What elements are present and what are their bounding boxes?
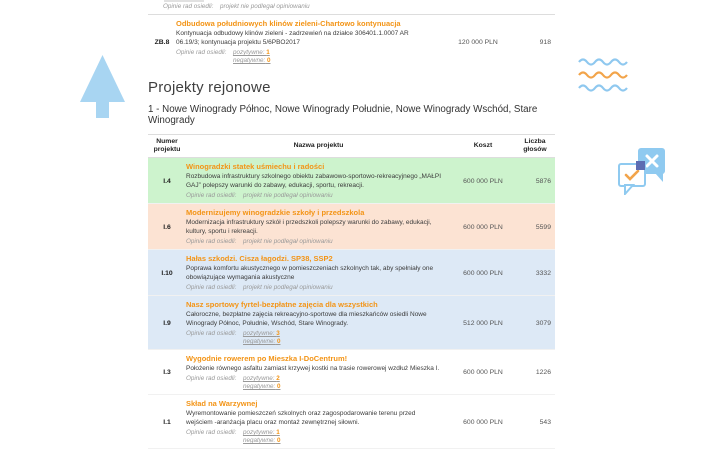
header-cost: Koszt [473, 142, 493, 149]
clipped-text-fragment [164, 0, 204, 2]
negative-opinions-link[interactable]: negatywne: 0 [233, 57, 271, 64]
opinions-line [186, 238, 443, 246]
opinions-label: Opinie rad osiedli: [163, 3, 214, 10]
negative-count: 0 [276, 437, 281, 444]
positive-opinions-link[interactable]: pozytywne: 1 [243, 429, 280, 436]
project-id: I.4 [163, 177, 171, 185]
project-cost: 600 000 PLN [463, 177, 503, 185]
project-votes: 1226 [535, 369, 551, 376]
project-description: Modernizacja infrastruktury szkół i przedszkoli polepszy warunki do zabawy, edukacji, kultury, sportu i rekreacji. [186, 219, 432, 235]
project-title-link[interactable]: Hałas szkodzi. Cisza łagodzi. SP38, SSP2 [186, 254, 333, 263]
project-votes: 5876 [535, 177, 551, 185]
project-votes: 543 [539, 418, 551, 426]
project-cost: 600 000 PLN [463, 223, 503, 231]
table-row [148, 395, 555, 449]
project-description: Poprawa komfortu akustycznego w pomieszczeniach szkolnych tak, aby spełniały one obowiązujące wymagania akustyczne [186, 265, 434, 281]
table-header-row [148, 134, 555, 158]
negative-opinions-link[interactable]: negatywne: 0 [243, 383, 281, 390]
opinions-label: Opinie rad osiedli: [186, 284, 237, 291]
positive-opinions-link[interactable]: pozytywne: 1 [233, 49, 270, 56]
project-title-link[interactable]: Odbudowa południowych klinów zieleni-Chartowo kontynuacja [176, 19, 401, 28]
negative-count: 0 [276, 383, 281, 390]
project-cost: 600 000 PLN [463, 418, 503, 426]
project-id: I.3 [163, 369, 171, 376]
table-row [148, 296, 555, 350]
positive-count: 1 [266, 49, 270, 56]
opinions-label: Opinie rad osiedli: [186, 330, 237, 337]
project-title-link[interactable]: Modernizujemy winogradzkie szkoły i przedszkola [186, 208, 365, 217]
header-project-number: Numer projektu [153, 138, 181, 153]
page-title: Projekty rejonowe [148, 79, 271, 96]
opinions-label: Opinie rad osiedli: [186, 238, 237, 245]
project-title-link[interactable]: Nasz sportowy fyrtel-bezpłatne zajęcia dla wszystkich [186, 300, 378, 309]
negative-count: 0 [266, 57, 271, 64]
project-id: I.9 [163, 319, 171, 327]
opinions-line [186, 284, 443, 292]
positive-count: 2 [276, 375, 280, 382]
project-id: I.6 [163, 223, 171, 231]
project-votes: 5599 [535, 223, 551, 231]
opinion-value: projekt nie podlegał opiniowaniu [243, 238, 333, 245]
project-votes: 3332 [535, 269, 551, 277]
negative-count: 0 [276, 338, 281, 345]
project-cost: 512 000 PLN [463, 319, 503, 327]
positive-count: 1 [276, 429, 280, 436]
project-description: Rozbudowa infrastruktury szkolnego obiektu zabawowo-sportowo-rekreacyjnego „MAŁPI GAJ” polepszy warunki do zabawy, edukacji, sportu, rekreacji. [186, 173, 442, 189]
district-subtitle: 1 - Nowe Winogrady Północ, Nowe Winogrady Południe, Nowe Winogrady Wschód, Stare Winogrady [148, 104, 538, 126]
table-row-zb8 [148, 15, 555, 68]
project-title-link[interactable]: Skład na Warzywnej [186, 399, 258, 408]
project-id: ZB.8 [154, 38, 170, 46]
table-row [148, 350, 555, 395]
project-description: Położenie równego asfaltu zamiast krzywej kostki na trasie rowerowej wzdłuż Mieszka I. [186, 365, 440, 372]
main-content [148, 0, 555, 449]
project-cost: 120 000 PLN [458, 38, 498, 46]
opinions-label: Opinie rad osiedli: [186, 375, 237, 382]
waves-decoration-icon [578, 57, 628, 95]
projects-table-body [148, 158, 555, 449]
project-cost: 600 000 PLN [463, 269, 503, 277]
opinions-line [176, 49, 433, 65]
project-title-link[interactable]: Wygodnie rowerem po Mieszka I-DoCentrum! [186, 354, 348, 363]
scroll-up-arrow-icon[interactable] [80, 55, 125, 118]
partial-row-top [148, 0, 555, 15]
project-cost: 600 000 PLN [463, 369, 503, 376]
opinions-line [186, 192, 443, 200]
positive-count: 3 [276, 330, 280, 337]
project-id: I.1 [163, 418, 171, 426]
opinion-value: projekt nie podlegał opiniowaniu [220, 3, 310, 10]
opinions-label: Opinie rad osiedli: [186, 192, 237, 199]
header-project-name: Nazwa projektu [293, 142, 344, 149]
project-id: I.10 [161, 269, 173, 277]
table-row [148, 158, 555, 204]
opinion-value: projekt nie podlegał opiniowaniu [243, 284, 333, 291]
opinion-value: projekt nie podlegał opiniowaniu [243, 192, 333, 199]
opinions-line [186, 429, 443, 445]
project-description: Całoroczne, bezpłatne zajęcia rekreacyjno-sportowe dla mieszkańców osiedli Nowe Winogrady Północ, Południe, Wschód, Stare Winogrady. [186, 311, 427, 327]
opinions-line [163, 3, 555, 11]
opinions-label: Opinie rad osiedli: [186, 429, 237, 436]
negative-opinions-link[interactable]: negatywne: 0 [243, 338, 281, 345]
negative-opinions-link[interactable]: negatywne: 0 [243, 437, 281, 444]
positive-opinions-link[interactable]: pozytywne: 3 [243, 330, 280, 337]
project-votes: 3079 [535, 319, 551, 327]
table-row [148, 250, 555, 296]
opinions-line [186, 330, 443, 346]
project-description: Kontynuacja odbudowy klinów zieleni - zadrzewień na działce 306401.1.0007 AR 06.19/3; kontynuacja projektu 5/6PBO2017 [176, 30, 409, 46]
header-votes: Liczba głosów [523, 138, 547, 153]
project-votes: 918 [539, 38, 551, 46]
positive-opinions-link[interactable]: pozytywne: 2 [243, 375, 280, 382]
table-row [148, 204, 555, 250]
project-description: Wyremontowanie pomieszczeń szkolnych oraz zagospodarowanie terenu przed wejściem -aranżacja placu oraz montaż zewnętrznej siłowni. [186, 410, 416, 426]
chat-bubbles-icon [617, 148, 667, 195]
opinions-label: Opinie rad osiedli: [176, 49, 227, 56]
project-title-link[interactable]: Winogradzki statek uśmiechu i radości [186, 162, 325, 171]
opinions-line [186, 375, 443, 391]
